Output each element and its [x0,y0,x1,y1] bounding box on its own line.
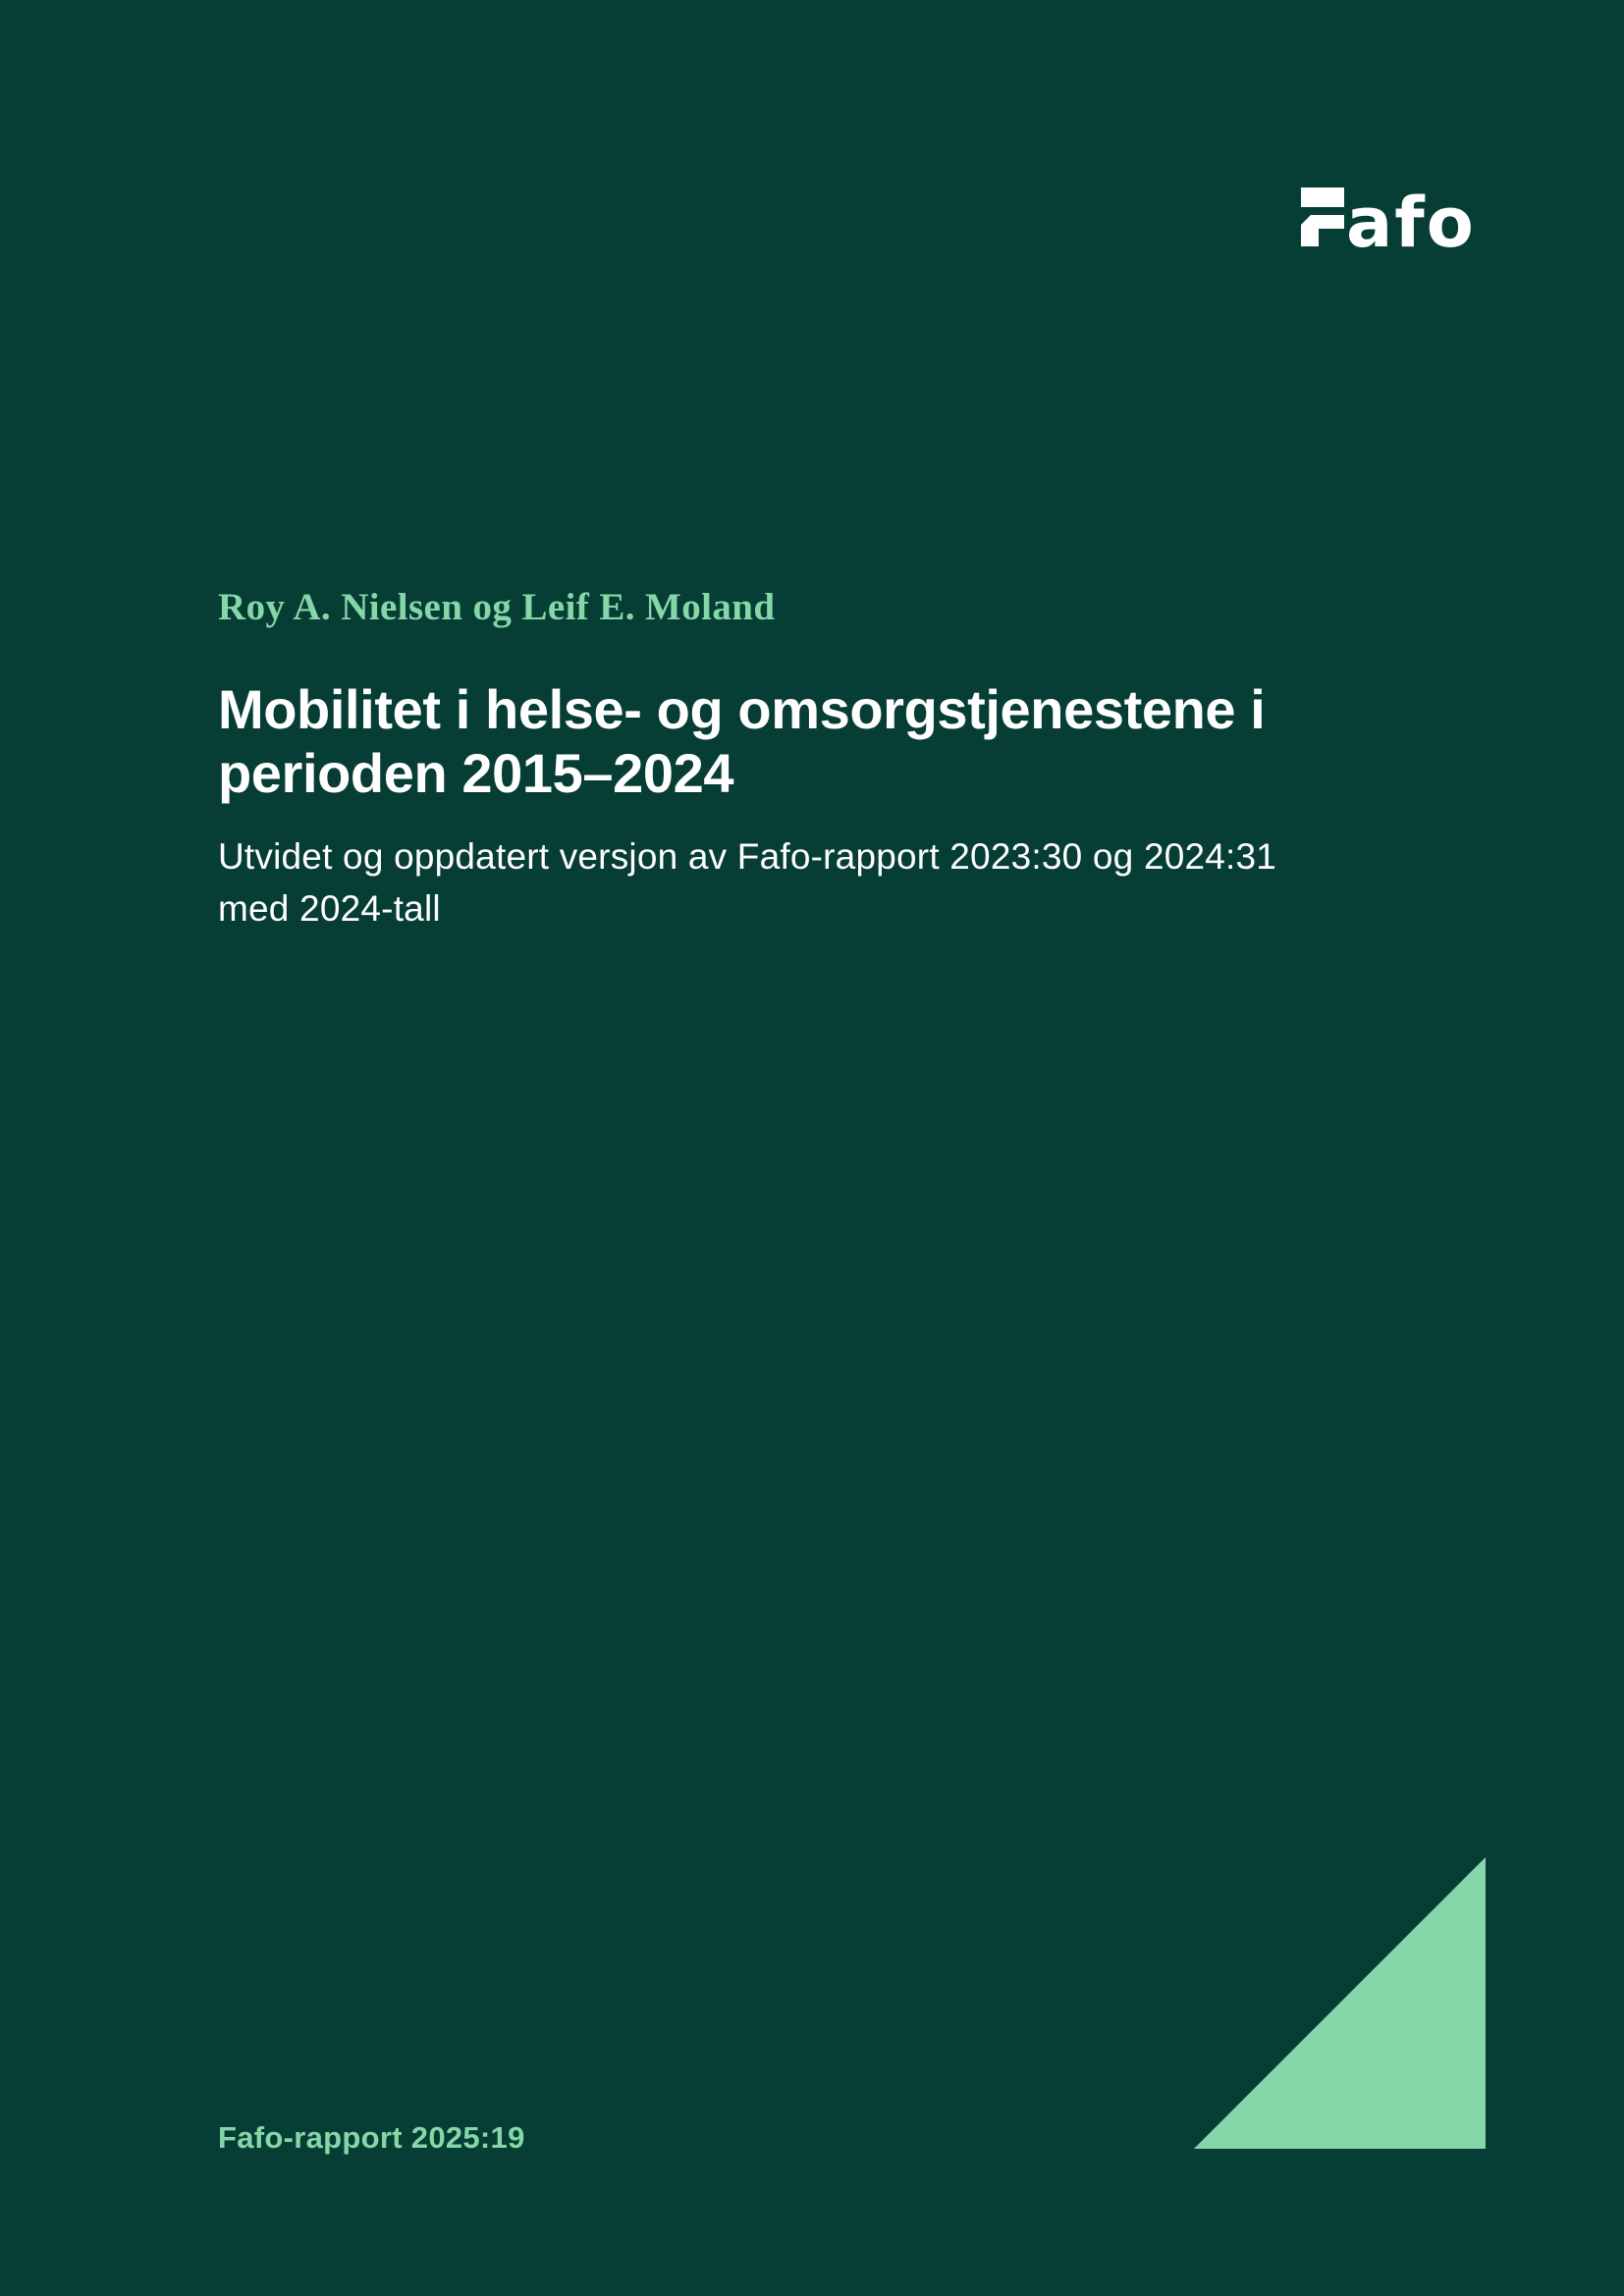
corner-triangle-shape [1194,1857,1486,2149]
report-title-line-1: Mobilitet i helse- og omsorgstjenestene i [218,678,1266,740]
report-subtitle [218,830,1396,934]
report-subtitle-line-1: Utvidet og oppdatert versjon av Fafo-rapport 2023:30 og 2024:31 [218,836,1277,877]
logo-f-stem [1301,215,1344,246]
corner-triangle-graphic [1194,1857,1486,2149]
authors-line: Roy A. Nielsen og Leif E. Moland [218,586,776,628]
fafo-logo-mark [1301,183,1488,263]
report-subtitle-line-2: med 2024-tall [218,888,441,929]
report-title-line-2: perioden 2015–2024 [218,742,734,804]
report-title [218,677,1347,805]
fafo-logo [1301,183,1488,263]
logo-afo-letters: afo [1346,183,1476,263]
report-number: Fafo-rapport 2025:19 [218,2120,525,2155]
logo-f-top-bar [1301,187,1344,207]
